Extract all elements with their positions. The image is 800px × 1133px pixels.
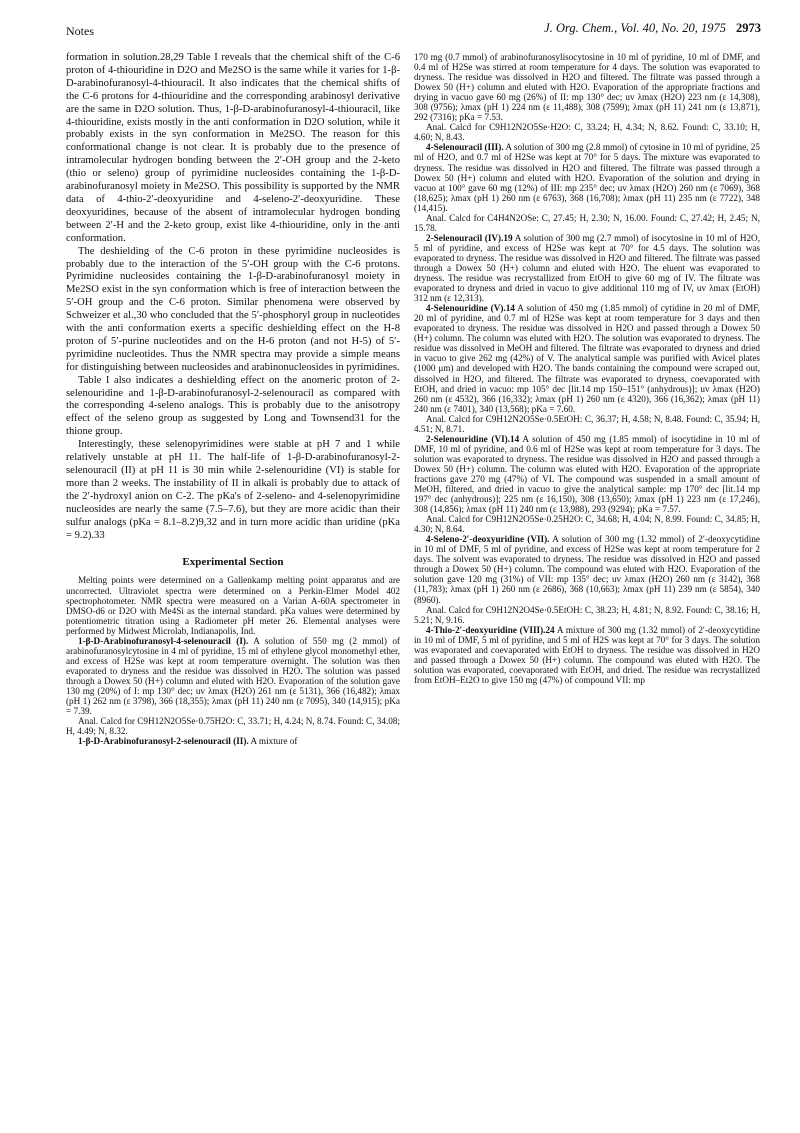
compound-heading: 4-Thio-2′-deoxyuridine (VIII).24 <box>426 624 555 635</box>
analysis-line: Anal. Calcd for C9H12N2O5Se·H2O: C, 33.24; H, 4.34; N, 8.62. Found: C, 33.10; H, 4.60; N, 8.43. <box>414 122 760 143</box>
analysis-line: Anal. Calcd for C9H12N2O5Se·0.75H2O: C, 33.71; H, 4.24; N, 8.74. Found: C, 34.08; H, 4.49; N, 8.32. <box>66 716 400 737</box>
compound-heading: 1-β-D-Arabinofuranosyl-2-selenouracil (II). <box>78 736 249 747</box>
procedure-text: A solution of 300 mg (2.8 mmol) of cytosine in 10 ml of pyridine, 25 ml of H2O, and 0.7 ml of H2Se was kept at 70° for 5 days. The mixture was evaporated to dryness. The residue was dissolved in H2O and filtered. The filtrate was passed through a Dowex 50 (H+) column and eluted with H2O. Evaporation of the solution and drying in vacuo at 100° gave 60 mg (12%) of III: mp 235° dec; uv λmax (H2O) 260 nm (ε 7069), 368 (18,625); λmax (pH 1) 260 nm (ε 6763), 368 (16,708); λmax (pH 11) 235 nm (ε 7722), 348 (14,415). <box>414 142 760 213</box>
compound-heading: 2-Selenouridine (VI).14 <box>426 433 520 444</box>
paragraph: Interestingly, these selenopyrimidines were stable at pH 7 and 1 while relatively unstable at pH 11. The half-life of 1-β-D-arabinofuranosyl-2-selenouracil (II) at pH 11 is 30 min while 2-selenouridine (VI) is stable for more than 2 weeks. The instability of II in alkali is probably due to attack of the 2′-hydroxyl anion on C-2. The pKa's of 2-seleno- and 4-selenopyrimidine nucleosides are nearly the same (7.5–7.6), but they are more acidic than their sulfur analogs (pKa = 8.1–8.2)9,32 and in turn more acidic than uridine (pKa = 9.2).33 <box>66 439 400 541</box>
procedure-text: A solution of 450 mg (1.85 mmol) of cytidine in 20 ml of DMF, 20 ml of pyridine, and 0.7 ml of H2Se was kept at room temperature for 3 days and then evaporated to dryness. The residue was dissolved in H2O and passed through a Dowex 50 (H+) column. The column was eluted with H2O. The solution was evaporated to dryness. The residue was dissolved in MeOH and filtered. The filtrate was evaporated to dryness and dried in vacuo to give 262 mg (42%) of V. The analytical sample was purified with Avicel plates (1000 μm) and developed with H2O. The bands containing the compound were scraped out, dissolved in H2O, and filtered. The filtrate was evaporated to dryness, coevaporated with EtOH, and dried in vacuo: mp 105° dec [lit.14 mp 150–151° (anhydrous)]; uv λmax (H2O) 260 nm (ε 4532), 366 (16,332); λmax (pH 1) 260 nm (ε 4320), 366 (16,362); λmax (pH 11) 240 nm (ε 7401), 340 (13,568); pKa = 7.60. <box>414 303 760 414</box>
procedure-text: A mixture of 300 mg (1.32 mmol) of 2′-deoxycytidine in 10 ml of DMF, 5 ml of pyridine, and 5 ml of H2S was kept at 70° for 3 days. The solution was evaporated and coevaporated with EtOH to dryness. The residue was dissolved in H2O and passed through a Dowex 50 (H+) column. The compound was eluted with H2O. The solution was evaporated, coevaporated with EtOH, and dried. The residue was recrystallized from EtOH–Et2O to give 150 mg (47%) of compound VII: mp <box>414 624 761 685</box>
paragraph: formation in solution.28,29 Table I reveals that the chemical shift of the C-6 proton of 4-thiouridine in D2O and Me2SO is the same while it varies for 1-β-D-arabinofuranosyl-4-thiouracil. It also indicates that the chemical shifts of the C-6 protons for 4-thiouridine and the corresponding arabinosyl derivative are the same in D2O solution. Thus, 1-β-D-arabinofuranosyl-4-thiouracil, like 4-thiouridine, exists mostly in the anti conformation in D2O solution, while it probably exists in the syn conformation in Me2SO. The reason for this conformational change is not clear. It is probably due to the presence of intramolecular hydrogen bonding between the 2′-OH group and the 2-keto (thio or seleno) group of pyrimidine nucleosides containing the 1-β-D-arabinofuranosyl moiety in Me2SO. This possibility is supported by the NMR data of 4-thio-2′-deoxyuridine and 4-seleno-2′-deoxyuridine. These deoxyuridines, because of the absent of intramolecular hydrogen bonding between 2′-H and the 2-keto group, exist like 4-thiouridine, only in the anti conformation. <box>66 52 400 244</box>
page-number: 2973 <box>736 21 761 35</box>
analysis-line: Anal. Calcd for C9H12N2O4Se·0.5EtOH: C, 38.23; H, 4.81; N, 8.92. Found: C, 38.16; H, 5.21; N, 9.16. <box>414 604 760 625</box>
procedure-text: A solution of 300 mg (2.7 mmol) of isocytosine in 10 ml of H2O, 5 ml of pyridine, and excess of H2Se was kept at 70° for 4.5 days. The solution was evaporated to dryness. The residue was dissolved in H2O and filtered. The filtrate was passed through a Dowex 50 (H+) column and eluted with H2O. The eluent was evaporated to dryness. The residue was recrystallized from EtOH to give 60 mg of IV. The filtrate was evaporated to dryness and dried in vacuo to give additional 110 mg of IV, uv λmax (EtOH) 312 nm (ε 12,313). <box>414 232 760 304</box>
paragraph <box>414 434 760 514</box>
compound-heading: 4-Selenouridine (V).14 <box>426 303 515 314</box>
paragraph <box>66 636 400 716</box>
analysis-line: Anal. Calcd for C9H12N2O5Se·0.5EtOH: C, 36.37; H, 4.58; N, 8.48. Found: C, 35.94; H, 4.51; N, 8.71. <box>414 413 760 434</box>
right-column <box>414 52 760 685</box>
section-heading: Experimental Section <box>182 556 284 569</box>
procedure-text: A mixture of <box>248 736 298 747</box>
compound-heading: 4-Selenouracil (III). <box>426 142 504 153</box>
paragraph: 170 mg (0.7 mmol) of arabinofuranosylisocytosine in 10 ml of pyridine, 10 ml of DMF, and 0.4 ml of H2Se was stirred at room temperature for 4 days. The solution was evaporated to dryness. The residue was dissolved in H2O and filtered. The filtrate was passed through a Dowex 50 (H+) column and eluted with H2O. Evaporation of the appropriate fractions and drying in vacuo gave 60 mg (26%) of II: mp 130° dec; uv λmax (H2O) 223 nm (ε 14,308), 308 (9756); λmax (pH 1) 224 nm (ε 11,488), 308 (7599); λmax (pH 11) 241 nm (ε 13,871), 292 (7316); pKa = 7.53. <box>414 52 760 123</box>
procedure-text: A solution of 450 mg (1.85 mmol) of isocytidine in 10 ml of DMF, 10 ml of pyridine, and 0.6 ml of H2Se was kept at room temperature for 3 days. The solution was evaporated to dryness. The residue was dissolved in H2O and passed through a Dowex 50 (H+) column. The column was eluted with H2O. Evaporation of the appropriate fractions gave 270 mg (47%) of VI. The compound was suspended in a small amount of MeOH, filtered, and dried in vacuo to give the analytical sample: mp 170° dec [lit.14 mp 197° dec (anhydrous)]; 225 nm (ε 16,150), 308 (13,650); λmax (pH 1) 223 nm (ε 17,246), 308 (14,856); λmax (pH 11) 240 nm (ε 13,988), 293 (9294); pKa = 7.57. <box>414 433 760 515</box>
paragraph: Table I also indicates a deshielding effect on the anomeric proton of 2-selenouridine and 1-β-D-arabinofuranosyl-2-selenouracil as compared with the corresponding 4-seleno analogs. This is probably due to the anisotropy effect of the seleno group as suggested by Long and Townsend31 for the thione group. <box>66 374 400 438</box>
paragraph: The deshielding of the C-6 proton in these pyrimidine nucleosides is probably due to the interaction of the 5′-OH group with the C-6 protons. Pyrimidine nucleosides containing the 1-β-D-arabinofuranosyl moiety in Me2SO exist in the syn conformation which is free of interaction between the 5′-OH group and the C-6 proton. Similar phenomena were observed by Schweizer et al.,30 who concluded that the 5′-phosphoryl group in nucleotides with the anti conformation exerts a specific deshielding effect on the H-8 proton of 5′-purine nucleotides and on the H-6 proton (and not H-5) of 5′-pyrimidine nucleotides. Thus the NMR spectra may provide a simple means for distinguishing between nucleosides and arabinonucleosides in pyrimidines. <box>66 245 400 373</box>
procedure-text: A solution of 300 mg (1.32 mmol) of 2′-deoxycytidine in 10 ml of DMF, 5 ml of pyridine, and excess of H2Se was kept at room temperature for 2 days. The solvent was evaporated to dryness. The residue was dissolved in H2O and passed through a Dowex 50 (H+) column. The compound was eluted with H2O. Evaporation of the solution gave 120 mg (31%) of VII: mp 135° dec; uv λmax (H2O) 260 nm (ε 3142), 368 (11,783); λmax (pH 1) 260 nm (ε 2686), 368 (10,663); λmax (pH 11) 239 nm (ε 5854), 340 (8960). <box>414 534 760 605</box>
compound-heading: 1-β-D-Arabinofuranosyl-4-selenouracil (I). <box>78 635 249 646</box>
paragraph <box>414 303 760 414</box>
section-label: Notes <box>66 24 94 38</box>
procedure-text: A solution of 550 mg (2 mmol) of arabinofuranosylcytosine in 4 ml of pyridine, 15 ml of ethylene glycol monomethyl ether, and excess of H2Se was kept at room temperature overnight. The solution was then evaporated to dryness and the residue was dissolved in H2O. The solution was passed through a Dowex 50 (H+) column and eluted with H2O. Evaporation of the solution gave 130 mg (20%) of I: mp 130° dec; uv λmax (H2O) 261 nm (ε 5131), 366 (16,482); λmax (pH 1) 262 nm (ε 3798), 366 (18,355); λmax (pH 11) 240 nm (ε 7095), 340 (14,915); pKa = 7.39. <box>66 635 400 717</box>
left-column <box>66 52 400 746</box>
paragraph <box>414 625 760 685</box>
compound-heading: 2-Selenouracil (IV).19 <box>426 232 513 243</box>
analysis-line: Anal. Calcd for C9H12N2O5Se·0.25H2O: C, 34.68; H, 4.04; N, 8.99. Found: C, 34.85; H, 4.30; N, 8.64. <box>414 514 760 535</box>
paragraph <box>414 233 760 303</box>
analysis-line: Anal. Calcd for C4H4N2OSe: C, 27.45; H, 2.30; N, 16.00. Found: C, 27.42; H, 2.45; N, 15.78. <box>414 212 760 233</box>
running-header <box>544 21 761 36</box>
paragraph <box>414 142 760 212</box>
journal-citation: J. Org. Chem., Vol. 40, No. 20, 1975 <box>544 21 726 35</box>
paragraph <box>66 736 400 746</box>
paragraph <box>414 534 760 604</box>
paragraph: Melting points were determined on a Gallenkamp melting point apparatus and are uncorrected. Ultraviolet spectra were determined on a Perkin-Elmer Model 402 spectrophotometer. NMR spectra were measured on a Varian A-60A spectrometer in DMSO-d6 or D2O with Me4Si as the internal standard. pKa values were determined by potentiometric titration using a Radiometer pH meter 26. Elemental analyses were performed by Midwest Microlab, Indianapolis, Ind. <box>66 575 400 636</box>
compound-heading: 4-Seleno-2′-deoxyuridine (VII). <box>426 534 550 545</box>
